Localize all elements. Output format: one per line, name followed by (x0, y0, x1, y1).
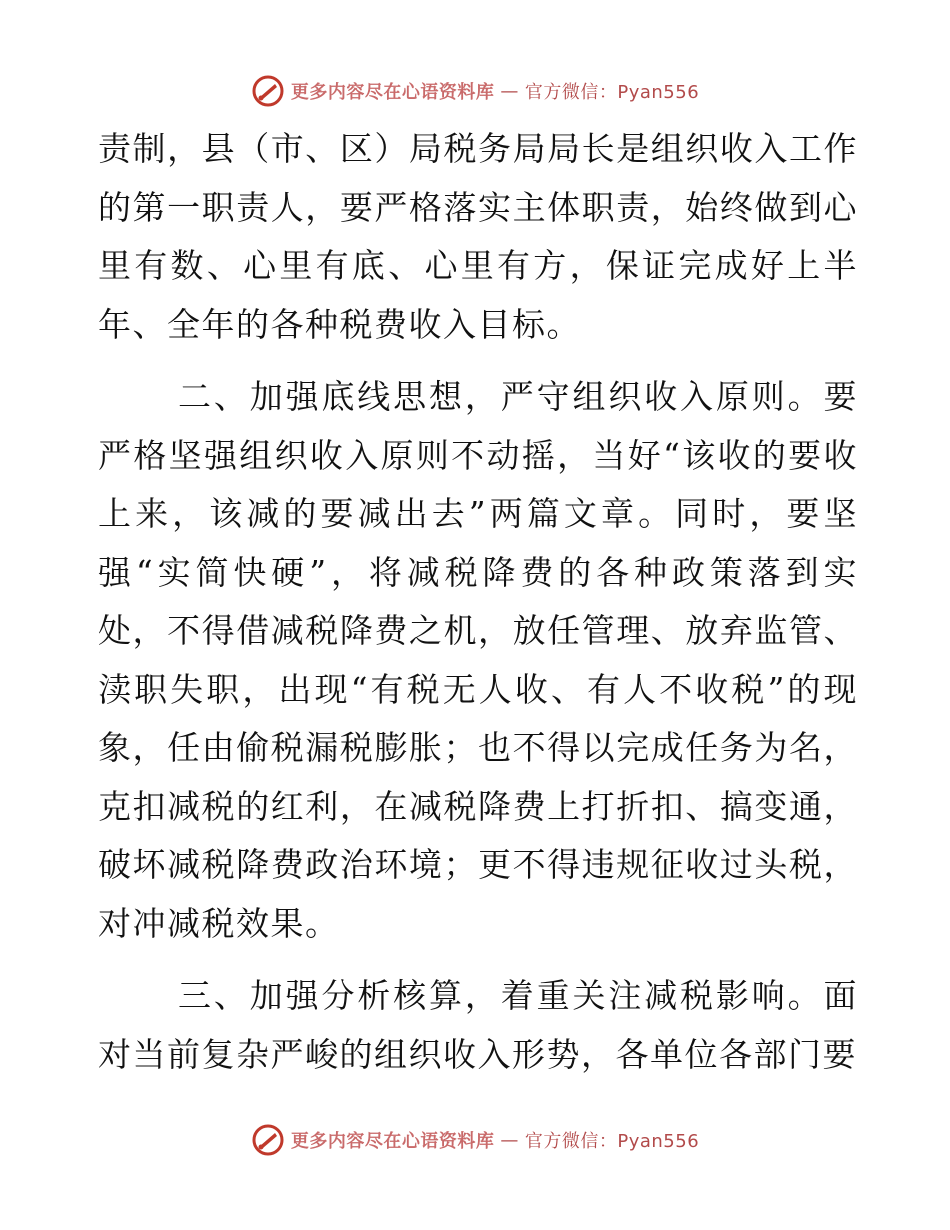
paragraph-2: 二、加强底线思想，严守组织收入原则。要严格坚强组织收入原则不动摇，当好“该收的要收上来，该减的要减出去”两篇文章。同时，要坚强“实简快硬”，将减税降费的各种政策落到实处，不得借减税降费之机，放任管理、放弃监管、渎职失职，出现“有税无人收、有人不收税”的现象，任由偷税漏税膨胀；也不得以完成任务为名，克扣减税的红利，在减税降费上打折扣、搞变通，破坏减税降费政治环境；更不得违规征收过头税，对冲减税效果。 (98, 377, 858, 943)
footer-wechat-text: 官方微信：Pyan556 (524, 1131, 700, 1152)
footer-dash: — (500, 1129, 519, 1151)
header-banner (0, 71, 950, 111)
paragraph-1: 责制，县（市、区）局税务局局长是组织收入工作的第一职责人，要严格落实主体职责，始终做到心里有数、心里有底、心里有方，保证完成好上半年、全年的各种税费收入目标。 (98, 129, 858, 344)
footer-banner (0, 1120, 950, 1160)
logo-icon (251, 74, 285, 108)
document-body (98, 120, 858, 1084)
header-dash: — (500, 80, 519, 102)
header-site-text: 更多内容尽在心语资料库 (290, 82, 495, 103)
logo-icon (251, 1123, 285, 1157)
paragraph-3: 三、加强分析核算，着重关注减税影响。面对当前复杂严峻的组织收入形势，各单位各部门要 (98, 976, 858, 1074)
footer-site-text: 更多内容尽在心语资料库 (290, 1131, 495, 1152)
header-wechat-text: 官方微信：Pyan556 (524, 82, 700, 103)
